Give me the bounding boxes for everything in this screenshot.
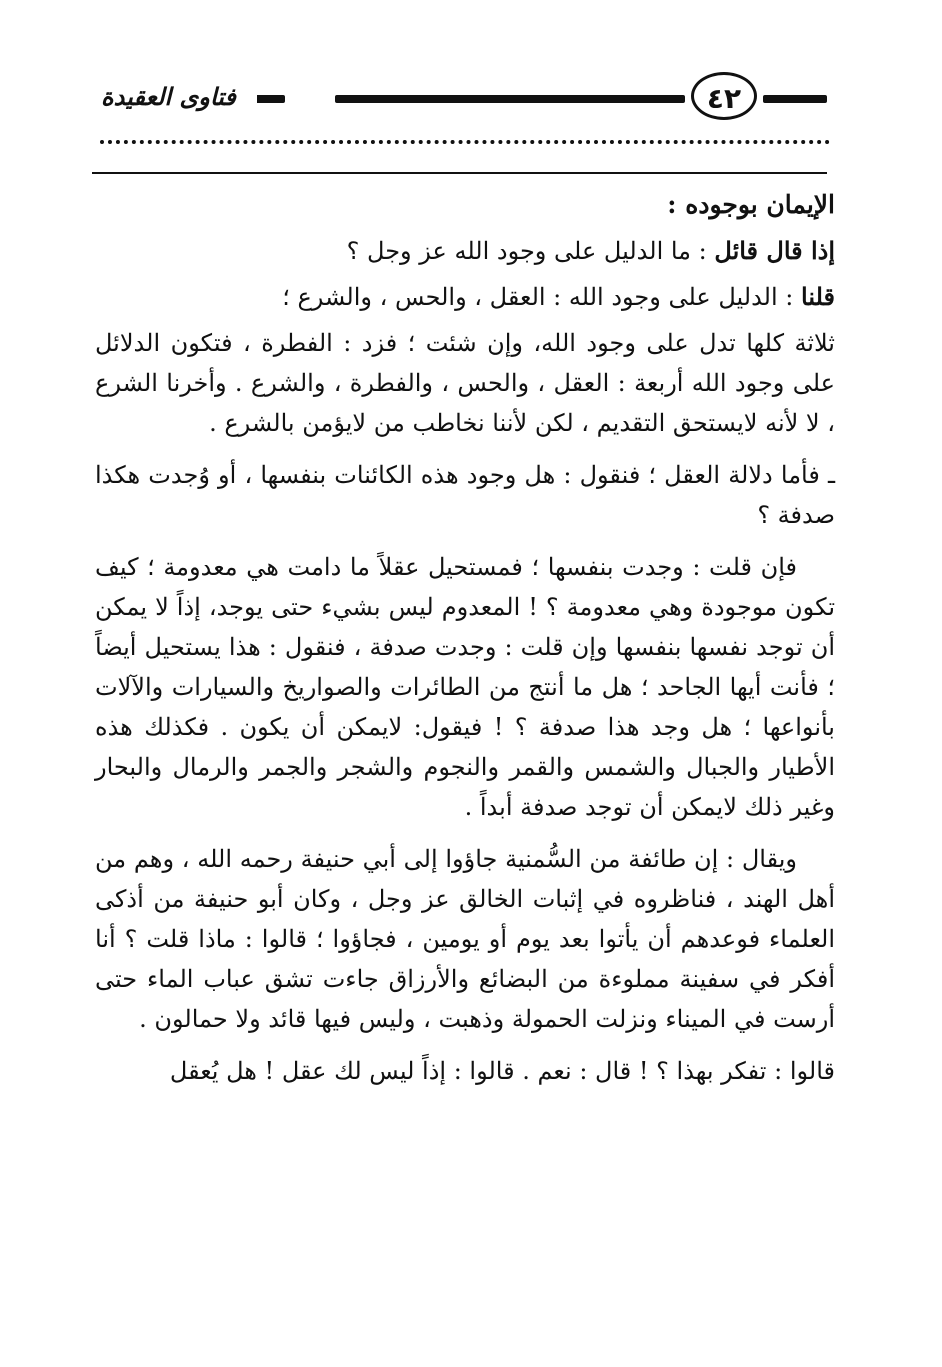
page-body (95, 185, 835, 1091)
paragraph-5: قالوا : تفكر بهذا ؟ ! قال : نعم . قالوا : إذاً ليس لك عقل ! هل يُعقل (169, 1057, 835, 1085)
section-heading: الإيمان بوجوده : (667, 190, 835, 219)
question-text: : ما الدليل على وجود الله عز وجل ؟ (346, 237, 707, 265)
answer-text: : الدليل على وجود الله : العقل ، والحس ، والشرع ؛ (282, 283, 794, 311)
header-rule-right (763, 95, 827, 103)
question-line (95, 231, 835, 271)
book-title: فتاوى العقيدة (95, 80, 257, 114)
paragraph-3: فإن قلت : وجدت بنفسها ؛ فمستحيل عقلاً ما دامت هي معدومة ؛ كيف تكون موجودة وهي معدومة ؟ ! المعدوم ليس بشيء حتى يوجد، إذاً لا يمكن أن توجد نفسها بنفسها وإن قلت : وجدت صدفة ، فنقول : هذا يستحيل أيضاً ؛ فأنت أيها الجاحد ؛ هل ما أنتج من الطائرات والصواريخ والسيارات والآلات بأنواعها ؛ هل وجد هذا صدفة ؟ ! فيقول: لايمكن أن يكون . فكذلك هذه الأطيار والجبال والشمس والقمر والنجوم والشجر والجمر والرمال والبحار وغير ذلك لايمكن أن توجد صدفة أبداً . (95, 553, 835, 821)
answer-lead: قلنا (801, 282, 835, 311)
paragraph-2: ـ فأما دلالة العقل ؛ فنقول : هل وجود هذه الكائنات بنفسها ، أو وُجدت هكذا صدفة ؟ (95, 461, 835, 529)
page-number: ٤٢ (691, 72, 757, 120)
page-header (95, 68, 835, 128)
header-rule-middle (335, 95, 685, 103)
question-lead: إذا قال قائل (714, 236, 835, 265)
paragraph-1: ثلاثة كلها تدل على وجود الله، وإن شئت ؛ فزد : الفطرة ، فتكون الدلائل على وجود الله أربعة : العقل ، والحس ، والفطرة ، والشرع . وأخرنا الشرع ، لا لأنه لايستحق التقديم ، لكن لأننا نخاطب من لايؤمن بالشرع . (95, 329, 835, 437)
dotted-separator (100, 140, 830, 158)
answer-line (95, 277, 835, 317)
header-underline (92, 172, 827, 174)
paragraph-4: ويقال : إن طائفة من السُّمنية جاؤوا إلى أبي حنيفة رحمه الله ، وهم من أهل الهند ، فناظروه في إثبات الخالق عز وجل ، وكان أبو حنيفة من أذكى العلماء فوعدهم أن يأتوا بعد يوم أو يومين ، فجاؤوا ؛ قالوا : ماذا قلت ؟ أنا أفكر في سفينة مملوءة من البضائع والأرزاق جاءت تشق عباب الماء حتى أرست في الميناء ونزلت الحمولة وذهبت ، وليس فيها قائد ولا حمالون . (95, 845, 835, 1033)
